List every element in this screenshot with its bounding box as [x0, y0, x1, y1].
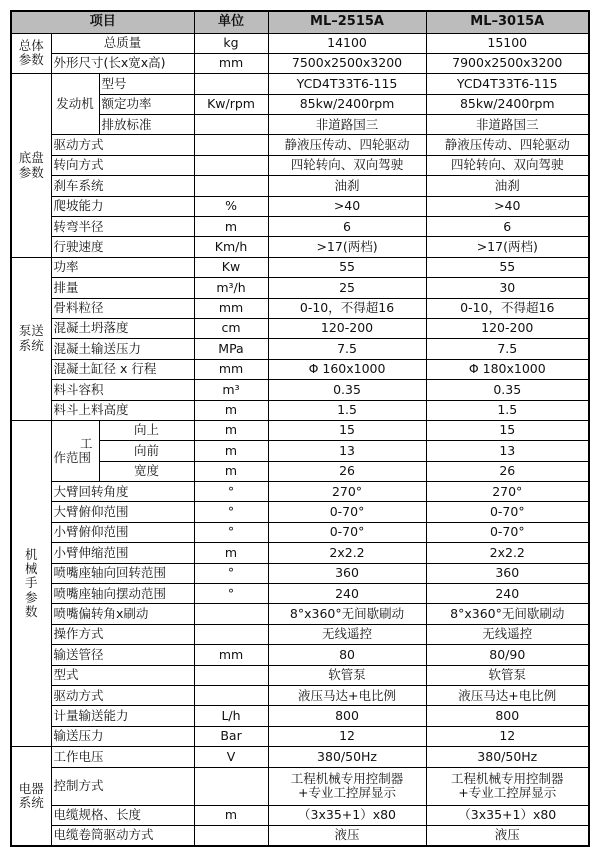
value-model-1: YCD4T33T6-115 — [268, 74, 426, 94]
value-model-1: Φ 160x1000 — [268, 359, 426, 379]
value-model-2: 26 — [426, 461, 589, 481]
value-model-2: Φ 180x1000 — [426, 359, 589, 379]
row-label: 喷嘴座轴向摆动范围 — [51, 584, 194, 604]
value-model-2: 0-10，不得超16 — [426, 298, 589, 318]
row-label: 混凝土缸径 x 行程 — [51, 359, 194, 379]
row-label: 驱动方式 — [51, 135, 194, 155]
value-model-1: 240 — [268, 584, 426, 604]
unit-cell — [194, 624, 268, 644]
work-range-label-a: 工 — [79, 435, 93, 451]
value-model-1: 120-200 — [268, 318, 426, 338]
unit-cell: ° — [194, 584, 268, 604]
table-row — [11, 53, 589, 73]
unit-cell: m³ — [194, 380, 268, 400]
value-model-2: 0-70° — [426, 522, 589, 542]
value-model-2: 360 — [426, 563, 589, 583]
value-model-2: 6 — [426, 217, 589, 237]
value-model-1: 无线遥控 — [268, 624, 426, 644]
value-model-1: 2x2.2 — [268, 543, 426, 563]
header-unit: 单位 — [194, 11, 268, 33]
table-row — [11, 318, 589, 338]
unit-cell: V — [194, 747, 268, 767]
value-model-2: 85kw/2400rpm — [426, 94, 589, 114]
unit-cell — [194, 825, 268, 845]
value-model-1: 7500x2500x3200 — [268, 53, 426, 73]
table-row — [11, 624, 589, 644]
row-label: 向上 — [99, 420, 194, 440]
value-model-2: >17(两档) — [426, 237, 589, 257]
row-label: 向前 — [99, 441, 194, 461]
row-label: 计量输送能力 — [51, 706, 194, 726]
row-label: 小臂伸缩范围 — [51, 543, 194, 563]
row-label: 转弯半径 — [51, 217, 194, 237]
unit-cell — [194, 135, 268, 155]
value-model-1: 26 — [268, 461, 426, 481]
header-item: 项目 — [11, 11, 194, 33]
unit-cell: mm — [194, 359, 268, 379]
value-model-1: 800 — [268, 706, 426, 726]
value-model-1: 7.5 — [268, 339, 426, 359]
value-model-1: 工程机械专用控制器 +专业工控屏显示 — [268, 767, 426, 805]
row-label: 混凝土坍落度 — [51, 318, 194, 338]
unit-cell: % — [194, 196, 268, 216]
value-model-2: 液压马达+电比例 — [426, 686, 589, 706]
value-model-2: 7.5 — [426, 339, 589, 359]
unit-cell: m — [194, 217, 268, 237]
value-model-2: 无线遥控 — [426, 624, 589, 644]
value-model-1: 非道路国三 — [268, 115, 426, 135]
table-row — [11, 33, 589, 53]
unit-cell: MPa — [194, 339, 268, 359]
row-label: 料斗上料高度 — [51, 400, 194, 420]
row-label: 料斗容积 — [51, 380, 194, 400]
table-row — [11, 237, 589, 257]
value-model-1: >40 — [268, 196, 426, 216]
group-label: 总体 参数 — [11, 33, 51, 74]
value-model-2: YCD4T33T6-115 — [426, 74, 589, 94]
work-range-label — [51, 420, 99, 481]
value-model-1: 15 — [268, 420, 426, 440]
unit-cell — [194, 155, 268, 175]
value-model-2: 2x2.2 — [426, 543, 589, 563]
unit-cell: Km/h — [194, 237, 268, 257]
row-label: 排放标准 — [99, 115, 194, 135]
value-model-2: 8°x360°无间歇刷动 — [426, 604, 589, 624]
table-row — [11, 584, 589, 604]
value-model-2: 15100 — [426, 33, 589, 53]
unit-cell: Bar — [194, 726, 268, 746]
value-model-1: 85kw/2400rpm — [268, 94, 426, 114]
row-label: 型号 — [99, 74, 194, 94]
unit-cell: m — [194, 805, 268, 825]
unit-cell: Kw/rpm — [194, 94, 268, 114]
table-row — [11, 563, 589, 583]
value-model-1: 14100 — [268, 33, 426, 53]
value-model-2: 15 — [426, 420, 589, 440]
unit-cell — [194, 686, 268, 706]
table-row — [11, 196, 589, 216]
row-label: 行驶速度 — [51, 237, 194, 257]
value-model-1: （3x35+1）x80 — [268, 805, 426, 825]
value-model-1: >17(两档) — [268, 237, 426, 257]
value-model-2: 油刹 — [426, 176, 589, 196]
value-model-1: 静液压传动、四轮驱动 — [268, 135, 426, 155]
value-model-1: 380/50Hz — [268, 747, 426, 767]
value-model-2: 软管泵 — [426, 665, 589, 685]
unit-cell — [194, 176, 268, 196]
row-label: 输送管径 — [51, 645, 194, 665]
unit-cell: ° — [194, 522, 268, 542]
table-row — [11, 686, 589, 706]
value-model-2: 7900x2500x3200 — [426, 53, 589, 73]
row-label: 电缆规格、长度 — [51, 805, 194, 825]
table-row — [11, 604, 589, 624]
unit-cell: L/h — [194, 706, 268, 726]
value-model-2: 四轮转向、双向驾驶 — [426, 155, 589, 175]
table-row — [11, 135, 589, 155]
row-label: 小臂俯仰范围 — [51, 522, 194, 542]
value-model-1: 0-70° — [268, 522, 426, 542]
row-label: 型式 — [51, 665, 194, 685]
value-model-2: 1.5 — [426, 400, 589, 420]
value-model-2: 380/50Hz — [426, 747, 589, 767]
row-label: 额定功率 — [99, 94, 194, 114]
value-model-1: 0.35 — [268, 380, 426, 400]
unit-cell: m³/h — [194, 278, 268, 298]
row-label: 排量 — [51, 278, 194, 298]
unit-cell: cm — [194, 318, 268, 338]
unit-cell: ° — [194, 502, 268, 522]
unit-cell: m — [194, 441, 268, 461]
unit-cell: ° — [194, 563, 268, 583]
value-model-1: 270° — [268, 482, 426, 502]
header-model-1: ML–2515A — [268, 11, 426, 33]
table-row — [11, 217, 589, 237]
value-model-1: 6 — [268, 217, 426, 237]
group-label: 电器 系统 — [11, 747, 51, 846]
row-label: 驱动方式 — [51, 686, 194, 706]
value-model-2: 非道路国三 — [426, 115, 589, 135]
value-model-1: 液压 — [268, 825, 426, 845]
unit-cell: m — [194, 543, 268, 563]
table-row — [11, 155, 589, 175]
value-model-1: 0-10，不得超16 — [268, 298, 426, 318]
row-label: 外形尺寸(长x宽x高) — [51, 53, 194, 73]
row-label: 控制方式 — [51, 767, 194, 805]
row-label: 刹车系统 — [51, 176, 194, 196]
value-model-2: 30 — [426, 278, 589, 298]
table-row — [11, 522, 589, 542]
table-row — [11, 825, 589, 845]
table-row — [11, 74, 589, 94]
value-model-2: 13 — [426, 441, 589, 461]
table-row — [11, 805, 589, 825]
value-model-1: 8°x360°无间歇刷动 — [268, 604, 426, 624]
row-label: 爬坡能力 — [51, 196, 194, 216]
value-model-1: 55 — [268, 257, 426, 277]
value-model-2: （3x35+1）x80 — [426, 805, 589, 825]
value-model-2: 240 — [426, 584, 589, 604]
value-model-2: 800 — [426, 706, 589, 726]
group-label: 泵送 系统 — [11, 257, 51, 420]
unit-cell — [194, 74, 268, 94]
value-model-1: 25 — [268, 278, 426, 298]
value-model-2: 0-70° — [426, 502, 589, 522]
table-row — [11, 726, 589, 746]
value-model-2: 液压 — [426, 825, 589, 845]
value-model-1: 液压马达+电比例 — [268, 686, 426, 706]
row-label: 混凝土输送压力 — [51, 339, 194, 359]
table-row — [11, 482, 589, 502]
row-label: 输送压力 — [51, 726, 194, 746]
work-range-label-b: 作范围 — [53, 450, 92, 465]
value-model-1: 0-70° — [268, 502, 426, 522]
row-label: 大臂俯仰范围 — [51, 502, 194, 522]
table-row — [11, 767, 589, 805]
unit-cell: m — [194, 461, 268, 481]
row-label: 转向方式 — [51, 155, 194, 175]
value-model-1: 软管泵 — [268, 665, 426, 685]
value-model-1: 360 — [268, 563, 426, 583]
row-label: 工作电压 — [51, 747, 194, 767]
table-row — [11, 278, 589, 298]
table-row — [11, 298, 589, 318]
value-model-1: 油刹 — [268, 176, 426, 196]
table-row — [11, 665, 589, 685]
row-label: 宽度 — [99, 461, 194, 481]
table-row — [11, 543, 589, 563]
table-row — [11, 359, 589, 379]
value-model-2: 工程机械专用控制器 +专业工控屏显示 — [426, 767, 589, 805]
value-model-2: 0.35 — [426, 380, 589, 400]
value-model-1: 13 — [268, 441, 426, 461]
unit-cell: Kw — [194, 257, 268, 277]
table-row — [11, 645, 589, 665]
row-label: 功率 — [51, 257, 194, 277]
group-label: 底盘 参数 — [11, 74, 51, 258]
row-label: 操作方式 — [51, 624, 194, 644]
unit-cell: kg — [194, 33, 268, 53]
unit-cell: ° — [194, 482, 268, 502]
value-model-1: 四轮转向、双向驾驶 — [268, 155, 426, 175]
unit-cell: mm — [194, 298, 268, 318]
row-label: 喷嘴座轴向回转范围 — [51, 563, 194, 583]
header-model-2: ML–3015A — [426, 11, 589, 33]
table-row — [11, 380, 589, 400]
unit-cell: m — [194, 400, 268, 420]
table-row — [11, 339, 589, 359]
table-row — [11, 502, 589, 522]
row-label: 骨料粒径 — [51, 298, 194, 318]
value-model-2: 静液压传动、四轮驱动 — [426, 135, 589, 155]
group-label: 机 械 手 参 数 — [11, 420, 51, 746]
unit-cell — [194, 604, 268, 624]
value-model-2: 80/90 — [426, 645, 589, 665]
header-row — [11, 11, 589, 33]
row-label: 大臂回转角度 — [51, 482, 194, 502]
value-model-2: 120-200 — [426, 318, 589, 338]
table-row — [11, 176, 589, 196]
value-model-2: 55 — [426, 257, 589, 277]
row-label: 总质量 — [51, 33, 194, 53]
value-model-2: 12 — [426, 726, 589, 746]
spec-table — [10, 10, 590, 847]
value-model-1: 80 — [268, 645, 426, 665]
unit-cell — [194, 115, 268, 135]
value-model-2: >40 — [426, 196, 589, 216]
table-row — [11, 420, 589, 440]
engine-label: 发动机 — [51, 74, 99, 135]
table-row — [11, 400, 589, 420]
value-model-1: 12 — [268, 726, 426, 746]
row-label: 电缆卷筒驱动方式 — [51, 825, 194, 845]
value-model-1: 1.5 — [268, 400, 426, 420]
row-label: 喷嘴偏转角x刷动 — [51, 604, 194, 624]
unit-cell: m — [194, 420, 268, 440]
table-row — [11, 706, 589, 726]
table-row — [11, 747, 589, 767]
unit-cell — [194, 767, 268, 805]
unit-cell: mm — [194, 645, 268, 665]
table-row — [11, 257, 589, 277]
unit-cell — [194, 665, 268, 685]
value-model-2: 270° — [426, 482, 589, 502]
unit-cell: mm — [194, 53, 268, 73]
